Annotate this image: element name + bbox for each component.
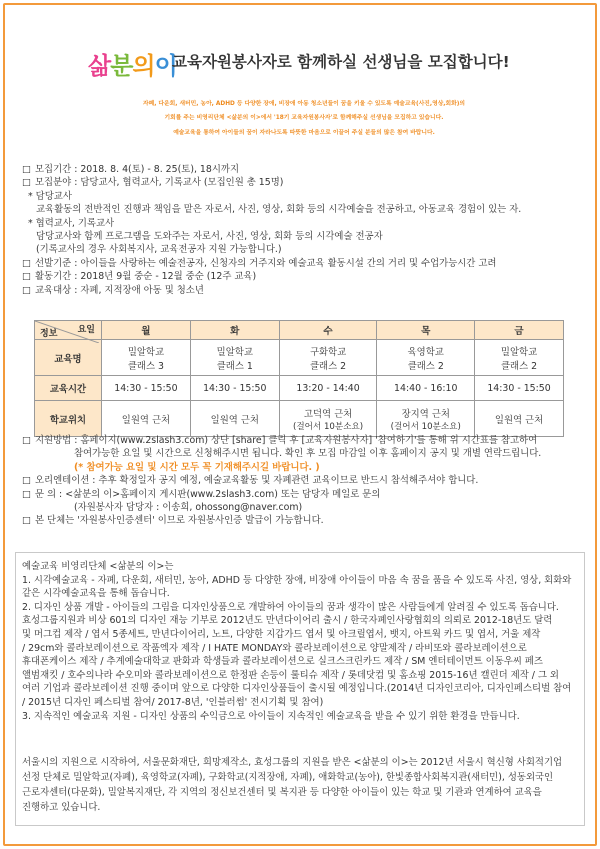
about-title: 예술교육 비영리단체 <삶분의 이>는 xyxy=(22,561,174,572)
closing-line: 선정 단체로 밀알학교(자폐), 육영학교(자폐), 구화학교(지적장애, 자폐), 애화학교(농아), 한빛종합사회복지관(새터민), 성동외국인 xyxy=(22,772,554,783)
day-header: 금 xyxy=(475,321,564,340)
class-school: 밀알학교 xyxy=(216,346,253,358)
period-text: 모집기간 : 2018. 8. 4(토) - 8. 25(토), 18시까지 xyxy=(34,164,240,175)
row-header: 교육시간 xyxy=(35,376,102,401)
bullet: □ xyxy=(22,475,31,487)
schedule-header-row xyxy=(35,321,564,340)
closing-line: 진행하고 있습니다. xyxy=(22,802,101,813)
class-number: 클래스 2 xyxy=(500,360,538,372)
location-cell xyxy=(190,401,279,437)
location-note: (걸어서 10분소요) xyxy=(292,421,364,432)
field-item xyxy=(22,176,521,189)
criteria-text: 선발기준 : 아이들을 사랑하는 예술전공자, 신청자의 거주지와 예술교육 활동시설 간의 거리 및 수업가능시간 고려 xyxy=(34,257,497,269)
method-text-2: 참여가능한 요일 및 시간으로 신청해주시면 됩니다. 확인 후 모집 마감일 이후 홈페이지 공지 및 개별 연락드립니다. xyxy=(74,448,542,460)
location-cell xyxy=(279,401,377,437)
role1-desc: 교육활동의 전반적인 진행과 책임을 맡은 자로서, 사진, 영상, 회화 등의 시각예술을 전공하고, 아동교육 경험이 있는 자. xyxy=(36,204,522,216)
class-number: 클래스 2 xyxy=(407,360,444,372)
field-text: 모집분야 : 담당교사, 협력교사, 기록교사 (모집인원 총 15명) xyxy=(34,177,284,189)
closing-line: 서울시의 지원으로 시작하여, 서울문화재단, 희망제작소, 효성그룹의 지원을 받은 <삶분의 이>는 2012년 서울시 혁신형 사회적기업 xyxy=(22,757,563,768)
row-header: 학교위치 xyxy=(35,401,102,437)
activity-text: 활동기간 : 2018년 9월 중순 - 12월 중순 (12주 교육) xyxy=(34,271,257,283)
day-header: 수 xyxy=(279,321,377,340)
location-cell xyxy=(475,401,564,437)
contact-text: 문 의 : <삶분의 이>홈페이지 게시판(www.2slash3.com) 또는 담당자 메일로 문의 xyxy=(34,488,381,500)
role1-title: * 담당교사 xyxy=(28,190,72,202)
bullet: □ xyxy=(22,284,31,296)
about-line: 1. 시각예술교육 - 자폐, 다운회, 새터민, 농아, ADHD 등 다양한 장애, 비장애 아이들이 마음 속 꿈을 품을 수 있도록 사진, 영상, 회화와 xyxy=(22,574,572,586)
role2-note: (기록교사의 경우 사회복지사, 교육전공자 지원 가능합니다.) xyxy=(36,244,282,256)
class-cell xyxy=(475,340,564,376)
period-item xyxy=(22,163,521,176)
corner-cell xyxy=(35,321,102,340)
time-cell: 13:20 - 14:40 xyxy=(279,376,377,401)
class-school: 육영학교 xyxy=(407,346,444,358)
details-section xyxy=(22,163,521,297)
location-text: 일원역 근처 xyxy=(494,414,544,426)
method-note: (* 참여가능 요일 및 시간 모두 꼭 기재해주시길 바랍니다. ) xyxy=(74,461,320,473)
target-item xyxy=(22,284,521,297)
logo xyxy=(88,46,177,81)
intro-line: 자폐, 다운회, 새터민, 농아, ADHD 등 다양한 장애, 비장애 아동 청소년들이 꿈을 키울 수 있도록 예술교육(사진,영상,회화)의 xyxy=(143,101,465,107)
class-cell xyxy=(190,340,279,376)
logo-part-4: 이 xyxy=(154,51,177,80)
header xyxy=(0,30,600,90)
about-line: 휴대폰케이스 제작 / 추계예술대학교 판화과 학생들과 콜라보레이션으로 실크스크린카드 제작 / SM 엔터테이먼트 이동우씨 페즈 xyxy=(22,656,543,668)
closing-line: 근로자센터(다문화), 밀알복지재단, 각 지역의 정신보건센터 및 복지관 등 다양한 아이들이 있는 학교 및 기관과 연계하여 교육을 xyxy=(22,787,542,798)
bullet: □ xyxy=(22,177,31,189)
location-cell xyxy=(377,401,475,437)
class-school: 밀알학교 xyxy=(127,346,165,358)
about-line: 앨범재킷 / 호수의나라 수오미와 콜라보레이션으로 한정판 손등이 룰티슈 제작 / 롯데닷컴 및 홈쇼핑 2015-16년 캘린더 제작 / 그 외 xyxy=(22,669,559,681)
time-cell: 14:30 - 15:50 xyxy=(475,376,564,401)
time-cell: 14:30 - 15:50 xyxy=(190,376,279,401)
method-text: 지원방법 : 홈페이지(www.2slash3.com) 상단 [share] 클릭 후 [교육자원봉사자] '참여하기'를 통해 위 시간표를 참고하여 xyxy=(34,435,538,446)
class-school: 밀알학교 xyxy=(500,346,538,358)
class-cell xyxy=(102,340,191,376)
day-header: 목 xyxy=(377,321,475,340)
table-row xyxy=(35,376,564,401)
bullet: □ xyxy=(22,515,31,527)
about-section xyxy=(22,560,571,723)
location-text: 장지역 근처 xyxy=(401,408,450,420)
location-text: 일원역 근처 xyxy=(210,414,259,426)
role2-desc: 담당교사와 함께 프로그램을 도와주는 자로서, 사진, 영상, 회화 등의 시각예술 전공자 xyxy=(36,231,383,243)
corner-bottom: 정보 xyxy=(40,329,58,339)
table-row xyxy=(35,401,564,437)
class-cell xyxy=(279,340,377,376)
bullet: □ xyxy=(22,435,31,446)
logo-part-2: 분 xyxy=(110,51,133,80)
about-line: 및 머그컵 제작 / 엽서 5종세트, 만년다이어리, 노트, 다양한 지갑가드 엽서 및 아크릴엽서, 뱃지, 아트웍 카드 및 엽서, 거울 제작 xyxy=(22,628,541,640)
bullet: □ xyxy=(22,271,31,283)
row-header: 교육명 xyxy=(35,340,102,376)
corner-top: 요일 xyxy=(77,325,95,335)
about-line: 3. 지속적인 예술교육 지원 - 디자인 상품의 수익금으로 아이들이 지속적인 예술교육을 받을 수 있기 위한 환경을 만듭니다. xyxy=(22,710,520,722)
location-cell xyxy=(102,401,191,437)
cert-item xyxy=(22,514,541,527)
time-cell: 14:40 - 16:10 xyxy=(377,376,475,401)
logo-part-1: 삶 xyxy=(88,51,111,80)
role2-title: * 협력교사, 기록교사 xyxy=(28,217,115,229)
class-number: 클래스 1 xyxy=(216,360,253,372)
schedule-table xyxy=(34,320,564,437)
about-line: / 2015년 디자인 페스티벌 참여/ 2017-8년, '인블러썸' 전시기획 및 참여) xyxy=(22,696,324,708)
about-line: 같은 시각예술교육을 통해 돕습니다. xyxy=(22,588,170,600)
page-title: 교육자원봉사자로 함께하실 선생님을 모집합니다! xyxy=(172,53,510,71)
bullet: □ xyxy=(22,488,31,500)
class-number: 클래스 2 xyxy=(310,360,347,372)
about-line: / 29cm와 콜라보레이션으로 작품엑자 제작 / I HATE MONDAY와 콜라보레이션으로 양말제작 / 라비또와 콜라보레이션으로 xyxy=(22,642,527,654)
day-header: 화 xyxy=(190,321,279,340)
about-line: 효성그룹지원과 비상 601의 디자인 재능 기부로 2012년도 만년다이어리 출시 / 한국자폐인사랑협회의 의뢰로 2012-18년도 달력 xyxy=(22,615,553,627)
intro-line: 예술교육을 통하여 아이들의 꿈이 자라나도록 따뜻한 마음으로 이끌어 주실 분들의 많은 참여 바랍니다. xyxy=(173,129,435,136)
bullet: □ xyxy=(22,164,31,175)
apply-section xyxy=(22,434,541,528)
activity-item xyxy=(22,270,521,283)
bullet: □ xyxy=(22,257,31,269)
orientation-item xyxy=(22,474,541,487)
cert-text: 본 단체는 '자원봉사인증센터' 이므로 자원봉사인증 발급이 가능합니다. xyxy=(34,515,324,527)
contact-person: (자원봉사자 담당자 : 이송희, ohossong@naver.com) xyxy=(74,502,303,514)
about-line: 여러 기업과 콜라보레이션 진행 중이며 앞으로 다양한 디자인상품들이 출시될 예정입니다.(2014년 디자인코리아, 디자인페스티벌 참여 xyxy=(22,683,572,695)
location-text: 고덕역 근처 xyxy=(303,408,353,420)
criteria-item xyxy=(22,257,521,270)
class-school: 구화학교 xyxy=(309,346,347,358)
method-item xyxy=(22,434,541,447)
contact-item xyxy=(22,488,541,501)
intro-line: 기회를 주는 비영리단체 <삶분의 이>에서 '18기 교육자원봉사자'로 함께해주실 선생님을 모집하고 있습니다. xyxy=(164,115,444,122)
class-cell xyxy=(377,340,475,376)
table-row xyxy=(35,340,564,376)
intro-text xyxy=(24,97,584,140)
location-text: 일원역 근처 xyxy=(121,414,171,426)
day-header: 월 xyxy=(102,321,191,340)
closing-section xyxy=(22,755,562,815)
time-cell: 14:30 - 15:50 xyxy=(102,376,191,401)
location-note: (걸어서 10분소요) xyxy=(390,421,461,432)
about-line: 2. 디자인 상품 개발 - 아이들의 그림을 디자인상품으로 개발하여 아이들의 꿈과 생각이 많은 사람들에게 알려질 수 있도록 돕습니다. xyxy=(22,601,559,613)
class-number: 클래스 3 xyxy=(127,360,164,372)
target-text: 교육대상 : 자폐, 지적장애 아동 및 청소년 xyxy=(34,284,204,296)
orientation-text: 오리엔테이션 : 추후 확정일자 공지 예정, 예술교육활동 및 자폐관련 교육이므로 반드시 참석해주셔야 합니다. xyxy=(34,475,479,487)
logo-part-3: 의 xyxy=(132,51,155,80)
